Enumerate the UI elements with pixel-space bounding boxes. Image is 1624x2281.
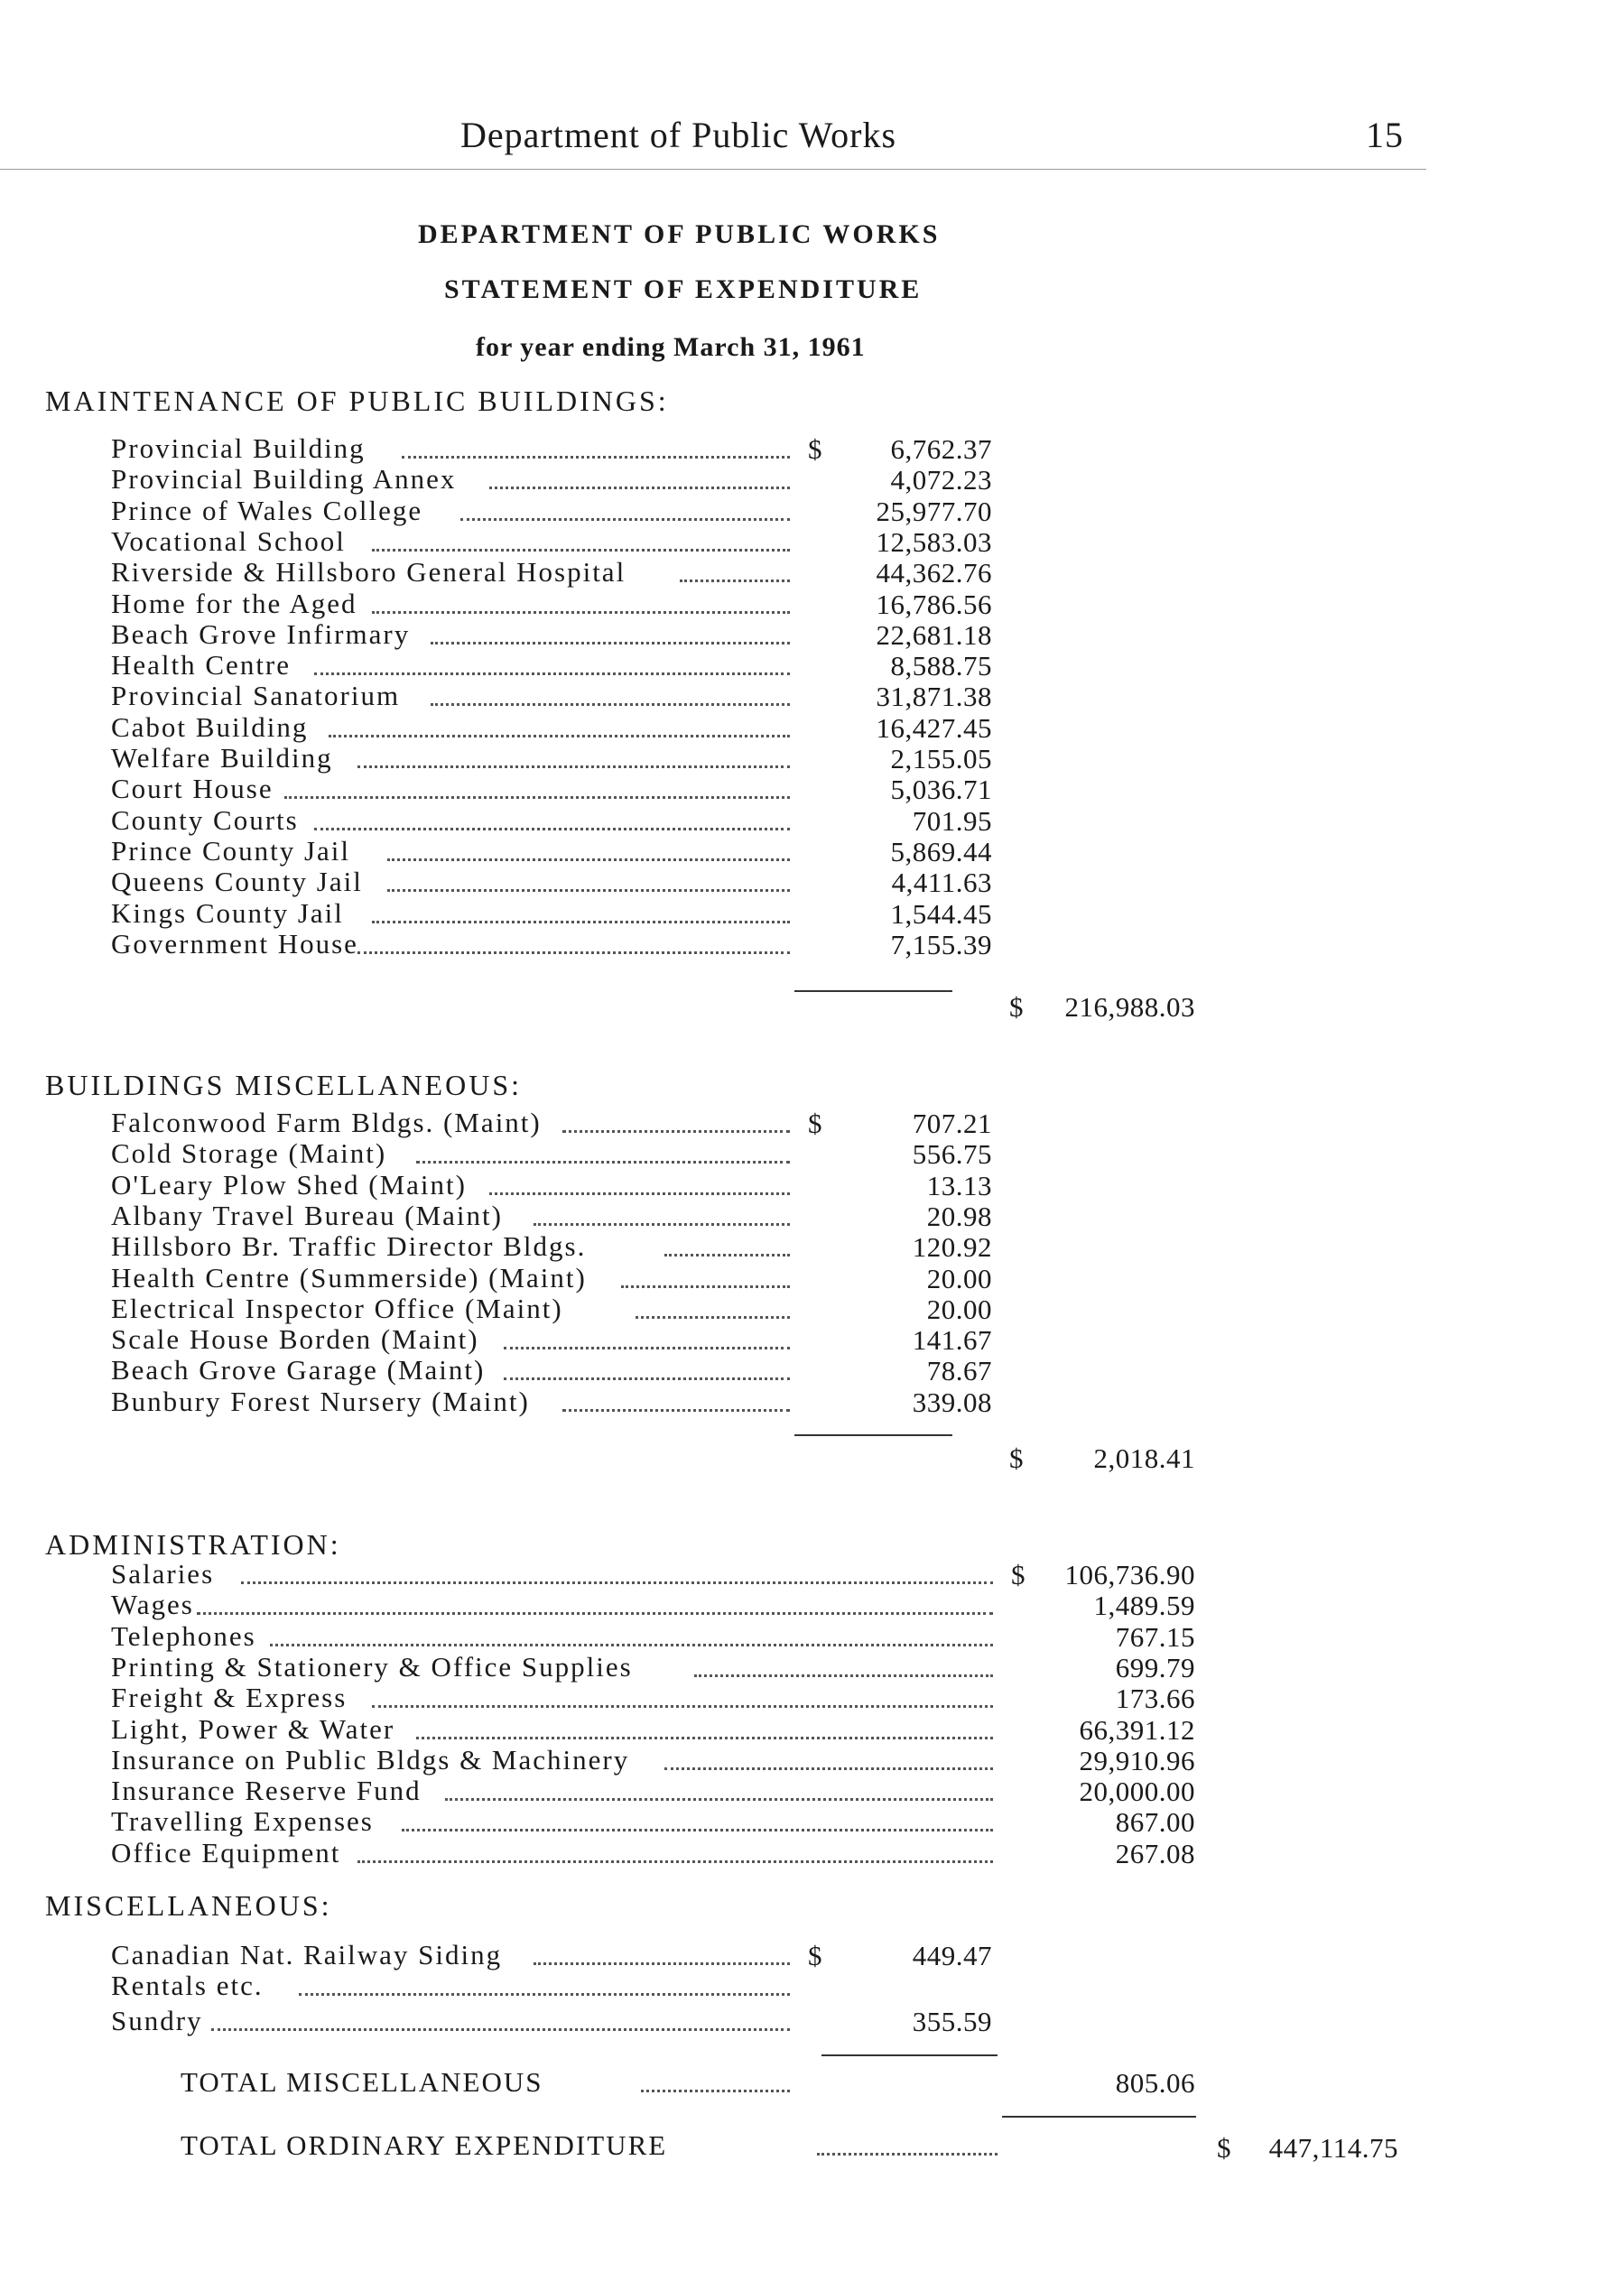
- currency-symbol: $: [808, 1940, 822, 1971]
- leader-dots: [534, 1962, 790, 1965]
- row-label: Provincial Building Annex: [111, 463, 457, 496]
- row-amount: 13.13: [926, 1169, 992, 1201]
- leader-dots: [197, 1612, 993, 1615]
- row-amount: 699.79: [1115, 1651, 1195, 1683]
- currency-symbol: $: [808, 1108, 822, 1139]
- row-amount: 707.21: [912, 1108, 992, 1139]
- leader-dots: [416, 1737, 993, 1739]
- buildings-misc-subtotal-rule: [794, 1434, 952, 1436]
- leader-dots: [664, 1254, 790, 1256]
- row-label: Home for the Aged: [111, 587, 357, 619]
- row-amount: 16,427.45: [876, 711, 992, 744]
- leader-dots: [621, 1285, 790, 1288]
- total-miscellaneous-label: TOTAL MISCELLANEOUS: [181, 2066, 543, 2098]
- row-label: Salaries: [111, 1558, 215, 1590]
- row-label: Court House: [111, 773, 274, 805]
- miscellaneous-subtotal-rule: [821, 2054, 998, 2056]
- grand-total-amount: 447,114.75: [1268, 2132, 1398, 2164]
- row-amount: 20,000.00: [1079, 1776, 1195, 1808]
- row-label: Prince of Wales College: [111, 494, 423, 526]
- leader-dots: [357, 951, 790, 954]
- row-amount: 8,588.75: [890, 650, 992, 682]
- leader-dots: [314, 672, 790, 675]
- doc-subtitle: STATEMENT OF EXPENDITURE: [444, 274, 923, 304]
- row-amount: 5,036.71: [890, 774, 992, 806]
- leader-dots: [504, 1347, 790, 1349]
- doc-period: for year ending March 31, 1961: [476, 332, 866, 362]
- leader-dots: [562, 1409, 790, 1412]
- leader-dots: [416, 1161, 790, 1164]
- row-label: Health Centre (Summerside) (Maint): [111, 1261, 587, 1293]
- leader-dots: [636, 1316, 790, 1319]
- row-label: Prince County Jail: [111, 834, 351, 867]
- doc-title: DEPARTMENT OF PUBLIC WORKS: [418, 219, 941, 249]
- grand-total-label: TOTAL ORDINARY EXPENDITURE: [181, 2129, 668, 2161]
- row-amount: 449.47: [912, 1940, 992, 1971]
- leader-dots: [431, 642, 790, 644]
- header-rule: [0, 169, 1426, 170]
- section-heading-administration: ADMINISTRATION:: [45, 1528, 341, 1561]
- row-label: Cold Storage (Maint): [111, 1137, 387, 1170]
- row-amount: 141.67: [912, 1324, 992, 1357]
- row-label: Falconwood Farm Bldgs. (Maint): [111, 1107, 542, 1138]
- row-label: Light, Power & Water: [111, 1712, 395, 1745]
- row-label: Freight & Express: [111, 1682, 348, 1714]
- row-label: O'Leary Plow Shed (Maint): [111, 1168, 467, 1201]
- grand-total-rule: [1002, 2116, 1196, 2118]
- row-label: Vocational School: [111, 524, 346, 557]
- maintenance-total: 216,988.03: [1064, 991, 1195, 1023]
- row-amount: 20.00: [926, 1293, 992, 1325]
- row-label: Cabot Building: [111, 710, 309, 743]
- row-amount: 22,681.18: [876, 618, 992, 651]
- buildings-misc-total: 2,018.41: [1093, 1442, 1195, 1474]
- section-heading-buildings-misc: BUILDINGS MISCELLANEOUS:: [45, 1069, 522, 1101]
- leader-dots: [534, 1223, 790, 1226]
- leader-dots: [357, 765, 790, 768]
- row-label: Insurance on Public Bldgs & Machinery: [111, 1743, 630, 1776]
- leader-dots: [431, 703, 790, 706]
- row-amount: 4,411.63: [891, 867, 992, 899]
- grand-total-leader: [817, 2153, 998, 2156]
- leader-dots: [372, 549, 790, 552]
- row-amount: 2,155.05: [890, 743, 992, 774]
- leader-dots: [504, 1377, 790, 1380]
- row-label: Office Equipment: [111, 1836, 341, 1868]
- row-amount: 339.08: [912, 1386, 992, 1418]
- row-amount: 867.00: [1115, 1806, 1195, 1839]
- row-label: Electrical Inspector Office (Maint): [111, 1292, 563, 1324]
- row-amount: 556.75: [912, 1138, 992, 1171]
- row-amount: 44,362.76: [876, 557, 992, 589]
- row-label: Telephones: [111, 1619, 256, 1652]
- page-number: 15: [1366, 115, 1404, 155]
- row-amount: 29,910.96: [1079, 1744, 1195, 1776]
- row-label: Beach Grove Infirmary: [111, 617, 411, 650]
- row-amount: 12,583.03: [876, 525, 992, 558]
- row-label: Kings County Jail: [111, 896, 344, 929]
- leader-dots: [372, 1705, 993, 1708]
- maintenance-subtotal-rule: [794, 990, 952, 992]
- leader-dots: [270, 1644, 993, 1646]
- row-amount: 767.15: [1115, 1620, 1195, 1653]
- row-amount: 66,391.12: [1079, 1713, 1195, 1746]
- leader-dots: [372, 921, 790, 923]
- row-label: Health Centre: [111, 649, 292, 682]
- leader-dots: [680, 580, 790, 582]
- row-amount: 20.00: [926, 1262, 992, 1294]
- buildings-misc-total-currency: $: [1009, 1442, 1024, 1474]
- leader-dots: [489, 487, 790, 489]
- leader-dots: [460, 518, 790, 521]
- row-label: Wages: [111, 1589, 194, 1621]
- row-label: Beach Grove Garage (Maint): [111, 1354, 486, 1386]
- section-heading-maintenance: MAINTENANCE OF PUBLIC BUILDINGS:: [45, 385, 669, 417]
- row-amount: 120.92: [912, 1231, 992, 1264]
- currency-symbol: $: [808, 433, 822, 465]
- leader-dots: [402, 456, 790, 459]
- currency-symbol: $: [1011, 1559, 1025, 1590]
- leader-dots: [562, 1130, 790, 1133]
- leader-dots: [489, 1192, 790, 1195]
- leader-dots: [284, 796, 790, 799]
- row-amount: 5,869.44: [890, 835, 992, 867]
- leader-dots: [694, 1674, 993, 1677]
- leader-dots: [387, 858, 790, 861]
- leader-dots: [299, 1993, 790, 1996]
- row-label: Provincial Building: [111, 432, 366, 464]
- row-label: Queens County Jail: [111, 866, 363, 898]
- row-label: Travelling Expenses: [111, 1805, 374, 1838]
- row-label: Provincial Sanatorium: [111, 680, 401, 712]
- row-amount: 16,786.56: [876, 588, 992, 620]
- row-amount: 78.67: [926, 1355, 992, 1387]
- leader-dots: [445, 1798, 993, 1801]
- row-label: Bunbury Forest Nursery (Maint): [111, 1385, 530, 1417]
- row-amount: 267.08: [1115, 1837, 1195, 1869]
- leader-dots: [314, 828, 790, 830]
- row-label: Printing & Stationery & Office Supplies: [111, 1650, 633, 1683]
- running-title: Department of Public Works: [460, 115, 897, 155]
- row-amount: 4,072.23: [890, 464, 992, 496]
- row-label: Rentals etc.: [111, 1970, 264, 2002]
- leader-dots: [329, 735, 790, 737]
- leader-dots: [241, 1581, 993, 1584]
- row-label: Hillsboro Br. Traffic Director Bldgs.: [111, 1230, 587, 1263]
- leader-dots: [372, 611, 790, 614]
- row-label: Canadian Nat. Railway Siding: [111, 1939, 503, 1970]
- row-amount: 25,977.70: [876, 495, 992, 527]
- row-label: Insurance Reserve Fund: [111, 1775, 422, 1807]
- leader-dots: [211, 2028, 790, 2031]
- row-amount: 1,544.45: [890, 897, 992, 930]
- section-heading-miscellaneous: MISCELLANEOUS:: [45, 1889, 332, 1922]
- leader-dots: [664, 1767, 993, 1770]
- row-label: Sundry: [111, 2004, 203, 2036]
- leader-dots: [402, 1829, 993, 1831]
- grand-total-currency: $: [1217, 2132, 1231, 2164]
- total-miscellaneous-leader: [641, 2090, 790, 2092]
- row-label: Albany Travel Bureau (Maint): [111, 1199, 503, 1231]
- row-amount: 6,762.37: [890, 433, 992, 465]
- row-label: Riverside & Hillsboro General Hospital: [111, 556, 626, 589]
- row-amount: 106,736.90: [1064, 1559, 1195, 1590]
- total-miscellaneous-amount: 805.06: [1115, 2067, 1195, 2099]
- row-label: County Courts: [111, 803, 299, 836]
- leader-dots: [387, 889, 790, 892]
- row-amount: 355.59: [912, 2005, 992, 2037]
- row-amount: 20.98: [926, 1200, 992, 1232]
- row-amount: 701.95: [912, 804, 992, 837]
- row-amount: 173.66: [1115, 1683, 1195, 1715]
- row-amount: 7,155.39: [890, 928, 992, 960]
- row-label: Scale House Borden (Maint): [111, 1323, 479, 1356]
- row-amount: 1,489.59: [1093, 1590, 1195, 1622]
- row-amount: 31,871.38: [876, 681, 992, 713]
- row-label: Welfare Building: [111, 742, 333, 774]
- maintenance-total-currency: $: [1009, 991, 1024, 1023]
- leader-dots: [357, 1860, 993, 1863]
- row-label: Government House: [111, 927, 358, 960]
